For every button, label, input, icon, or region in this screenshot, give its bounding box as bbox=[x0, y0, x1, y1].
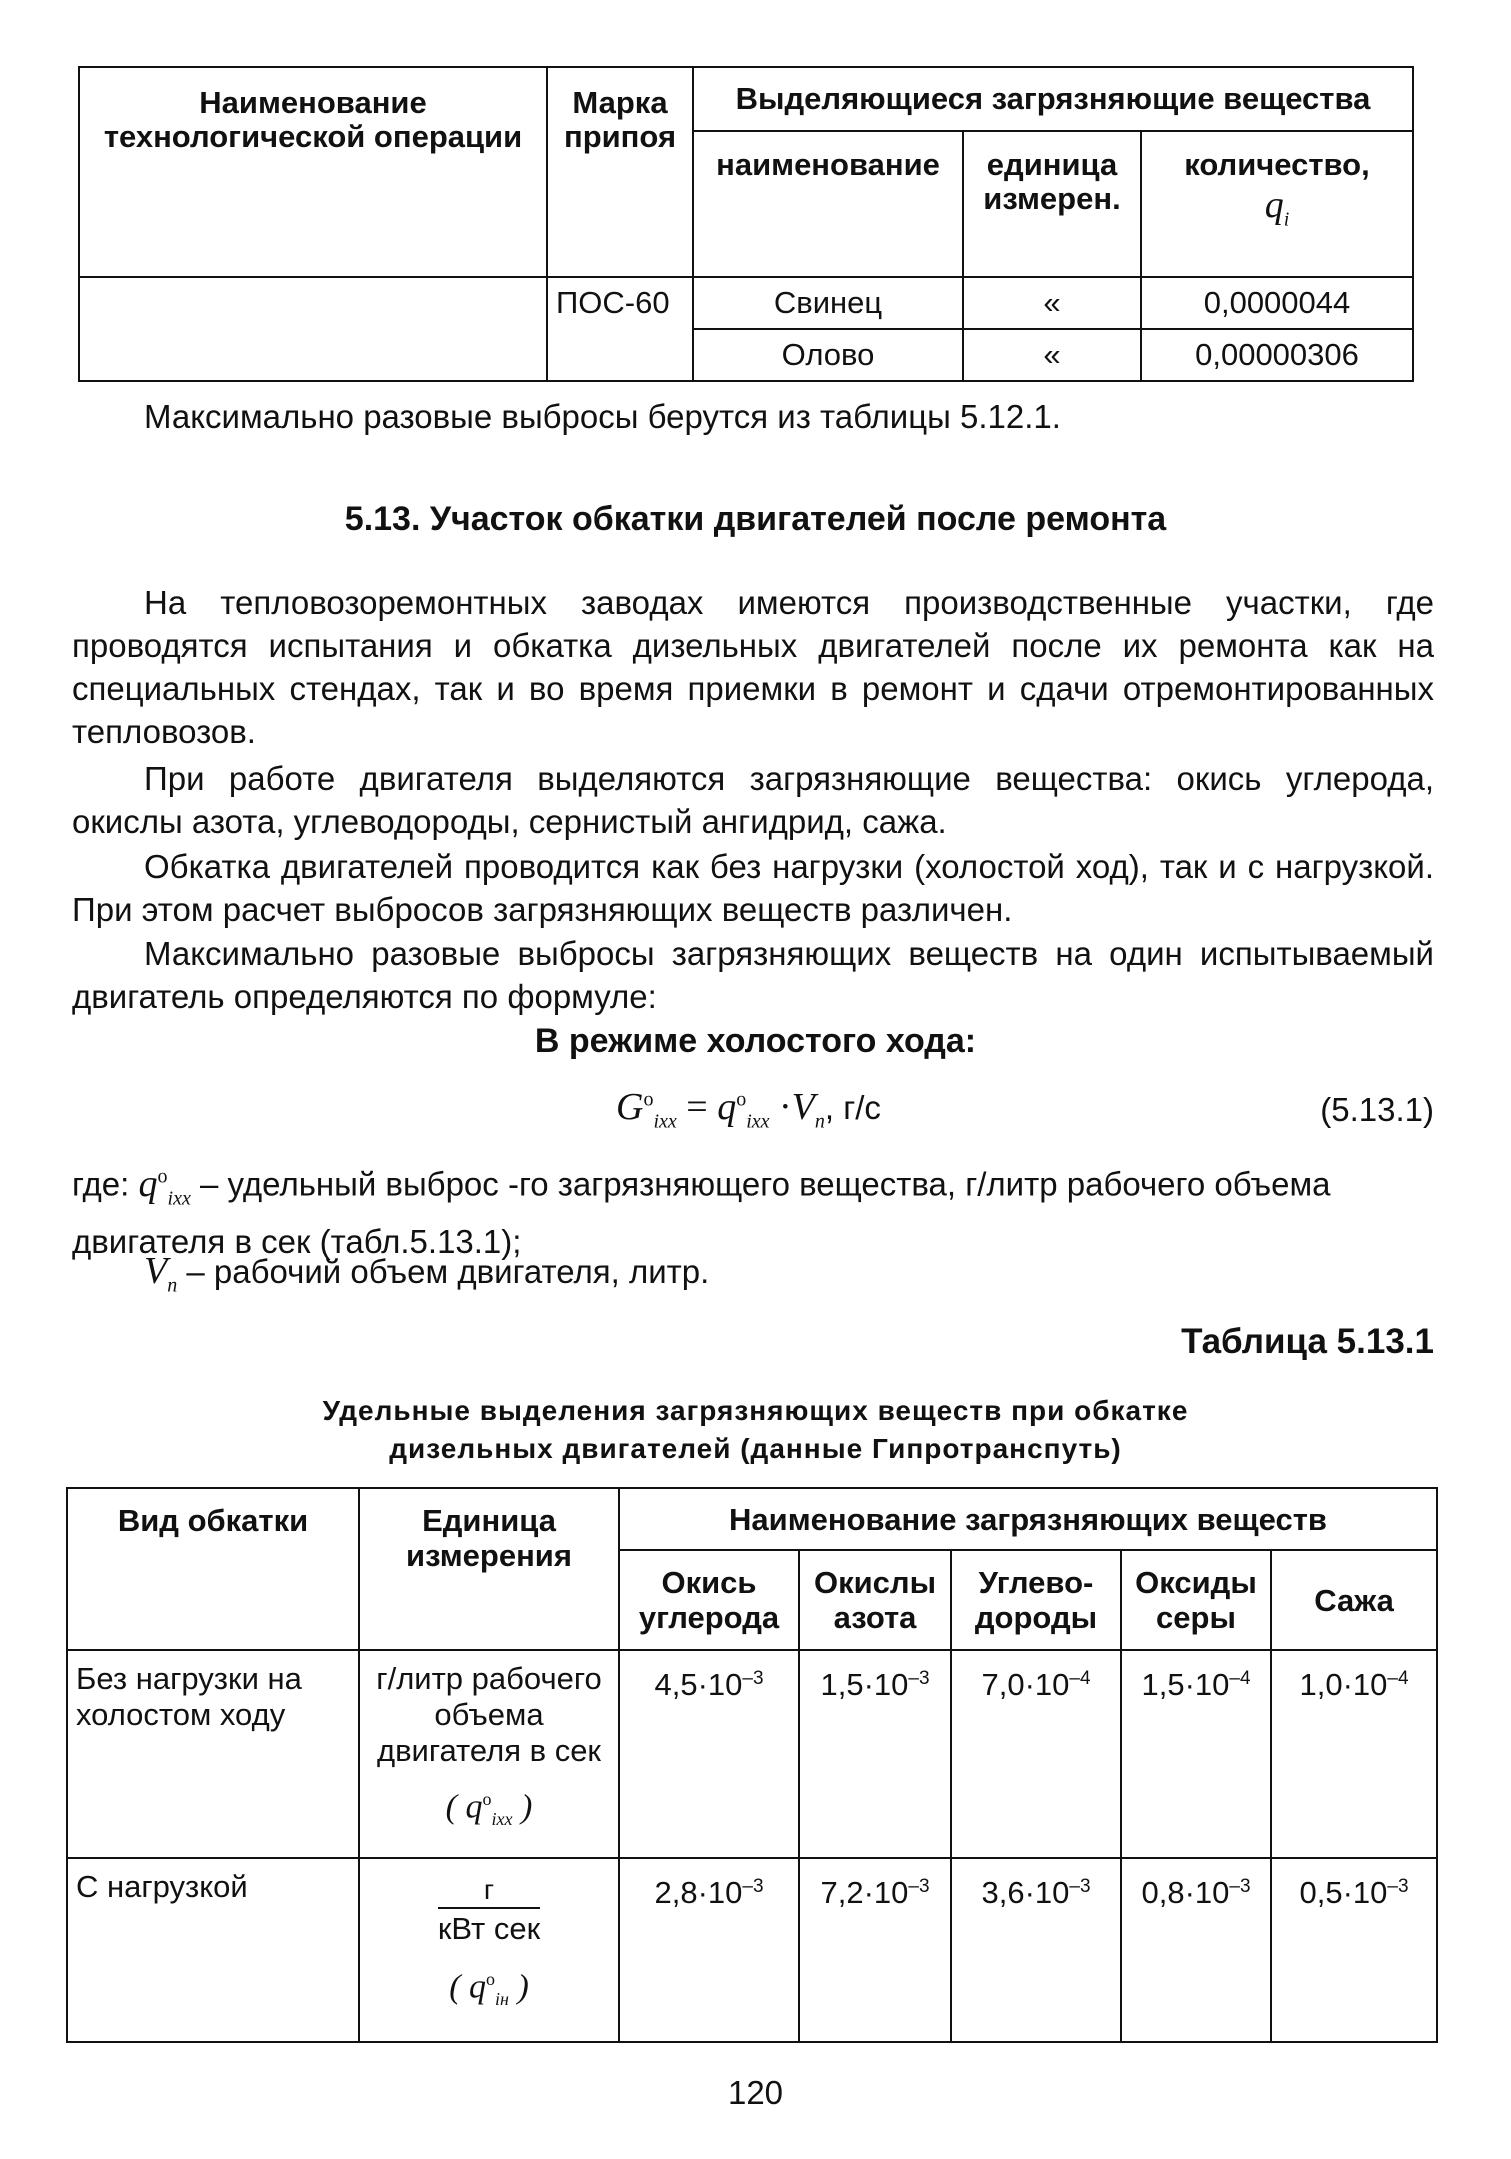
value-cell: $7,0\cdot 10^{-4}$ bbox=[951, 1650, 1121, 1858]
header-nitrogen-oxides: Окислы азота bbox=[799, 1550, 951, 1650]
table-title: Удельные выделения загрязняющих веществ при обкатке дизельных двигателей (данные Гипротранспуть) bbox=[322, 1395, 1189, 1464]
v-symbol: $V_n$ bbox=[144, 1250, 178, 1297]
formula-5-13-1 bbox=[0, 1085, 1511, 1145]
quantity-symbol: $q_i$ bbox=[1264, 184, 1290, 231]
header-quantity bbox=[1141, 131, 1413, 277]
header-carbon-monoxide: Окись углерода bbox=[619, 1550, 799, 1650]
unit-cell: г/литр рабочего объема двигателя в сек ( $q^о_{ixx}$ ) bbox=[359, 1650, 619, 1858]
where-v: $V_n$ – рабочий объем двигателя, литр. bbox=[144, 1250, 710, 1297]
unit-symbol: ( $q^о_{ixx}$ ) bbox=[445, 1788, 533, 1830]
max-emission-note: Максимально разовые выбросы берутся из таблицы 5.12.1. bbox=[144, 398, 1061, 435]
kind-cell: Без нагрузки на холостом ходу bbox=[67, 1650, 359, 1858]
unit-cell bbox=[359, 1858, 619, 2042]
value-cell: $4,5\cdot 10^{-3}$ bbox=[619, 1650, 799, 1858]
value-cell: $7,2\cdot 10^{-3}$ bbox=[799, 1858, 951, 2042]
page-number: 120 bbox=[727, 2074, 784, 2111]
value-cell: $0,5\cdot 10^{-3}$ bbox=[1271, 1858, 1437, 2042]
operation-cell bbox=[79, 277, 547, 381]
header-unit: единица измерен. bbox=[963, 131, 1141, 277]
header-solder-grade: Марка припоя bbox=[547, 67, 693, 277]
header-sulfur-oxides: Оксиды серы bbox=[1121, 1550, 1271, 1650]
header-pollutants-group: Выделяющиеся загрязняющие вещества bbox=[693, 67, 1413, 131]
paragraph: На тепловозоремонтных заводах имеются производственные участки, где проводятся испытания и обкатка дизельных двигателей после их ремонта как на специальных стендах, так и во время приемки в ремонт и сдачи отремонтированных тепловозов. bbox=[72, 584, 1434, 750]
quantity-cell: 0,0000044 bbox=[1141, 277, 1413, 329]
header-operation: Наименование технологической операции bbox=[79, 67, 547, 277]
quantity-cell: 0,00000306 bbox=[1141, 329, 1413, 381]
formula-expression: $G^о_{ixx} = q^о_{ixx} \cdot V_n$, г/с bbox=[616, 1086, 881, 1133]
section-heading: 5.13. Участок обкатки двигателей после ремонта bbox=[344, 500, 1167, 538]
engine-breakin-emissions-table bbox=[66, 1487, 1438, 2043]
kind-cell: С нагрузкой bbox=[67, 1858, 359, 2042]
substance-name-cell: Свинец bbox=[693, 277, 963, 329]
grade-cell: ПОС-60 bbox=[547, 277, 693, 381]
value-cell: $1,0\cdot 10^{-4}$ bbox=[1271, 1650, 1437, 1858]
where-q: где: $q^о_{ixx}$ – удельный выброс -го загрязняющего вещества, г/литр рабочего объема двигателя в сек (табл.5.13.1); bbox=[72, 1162, 1331, 1261]
q-symbol: $q^о_{ixx}$ bbox=[138, 1162, 191, 1210]
formula-number: (5.13.1) bbox=[1320, 1091, 1434, 1128]
header-pollutants-group: Наименование загрязняющих веществ bbox=[619, 1488, 1437, 1550]
value-cell: $0,8\cdot 10^{-3}$ bbox=[1121, 1858, 1271, 2042]
paragraph: При работе двигателя выделяются загрязняющие вещества: окись углерода, окислы азота, углеводороды, сернистый ангидрид, сажа. bbox=[72, 760, 1434, 840]
header-kind: Вид обкатки bbox=[67, 1488, 359, 1650]
paragraph: Максимально разовые выбросы загрязняющих веществ на один испытываемый двигатель определяются по формуле: bbox=[72, 935, 1434, 1015]
substance-name-cell: Олово bbox=[693, 329, 963, 381]
table-row bbox=[79, 277, 1413, 329]
table-row bbox=[67, 1858, 1437, 2042]
mode-heading: В режиме холостого хода: bbox=[534, 1022, 977, 1060]
value-cell: $1,5\cdot 10^{-4}$ bbox=[1121, 1650, 1271, 1858]
paragraph: Обкатка двигателей проводится как без нагрузки (холостой ход), так и с нагрузкой. При этом расчет выбросов загрязняющих веществ различен. bbox=[72, 848, 1434, 928]
solder-emissions-table bbox=[78, 66, 1414, 382]
table-row bbox=[67, 1650, 1437, 1858]
value-cell: $3,6\cdot 10^{-3}$ bbox=[951, 1858, 1121, 2042]
header-name: наименование bbox=[693, 131, 963, 277]
header-quantity-label: количество, bbox=[1184, 147, 1370, 182]
unit-fraction: $\frac{г}{\text{кВт сек}}$ bbox=[437, 1874, 541, 1946]
unit-cell: « bbox=[963, 277, 1141, 329]
unit-cell: « bbox=[963, 329, 1141, 381]
header-unit: Единица измерения bbox=[359, 1488, 619, 1650]
unit-symbol: ( $q^о_{iн}$ ) bbox=[449, 1968, 529, 2010]
value-cell: $2,8\cdot 10^{-3}$ bbox=[619, 1858, 799, 2042]
header-soot: Сажа bbox=[1271, 1550, 1437, 1650]
value-cell: $1,5\cdot 10^{-3}$ bbox=[799, 1650, 951, 1858]
header-hydrocarbons: Углево-дороды bbox=[951, 1550, 1121, 1650]
table-label: Таблица 5.13.1 bbox=[1181, 1322, 1434, 1361]
